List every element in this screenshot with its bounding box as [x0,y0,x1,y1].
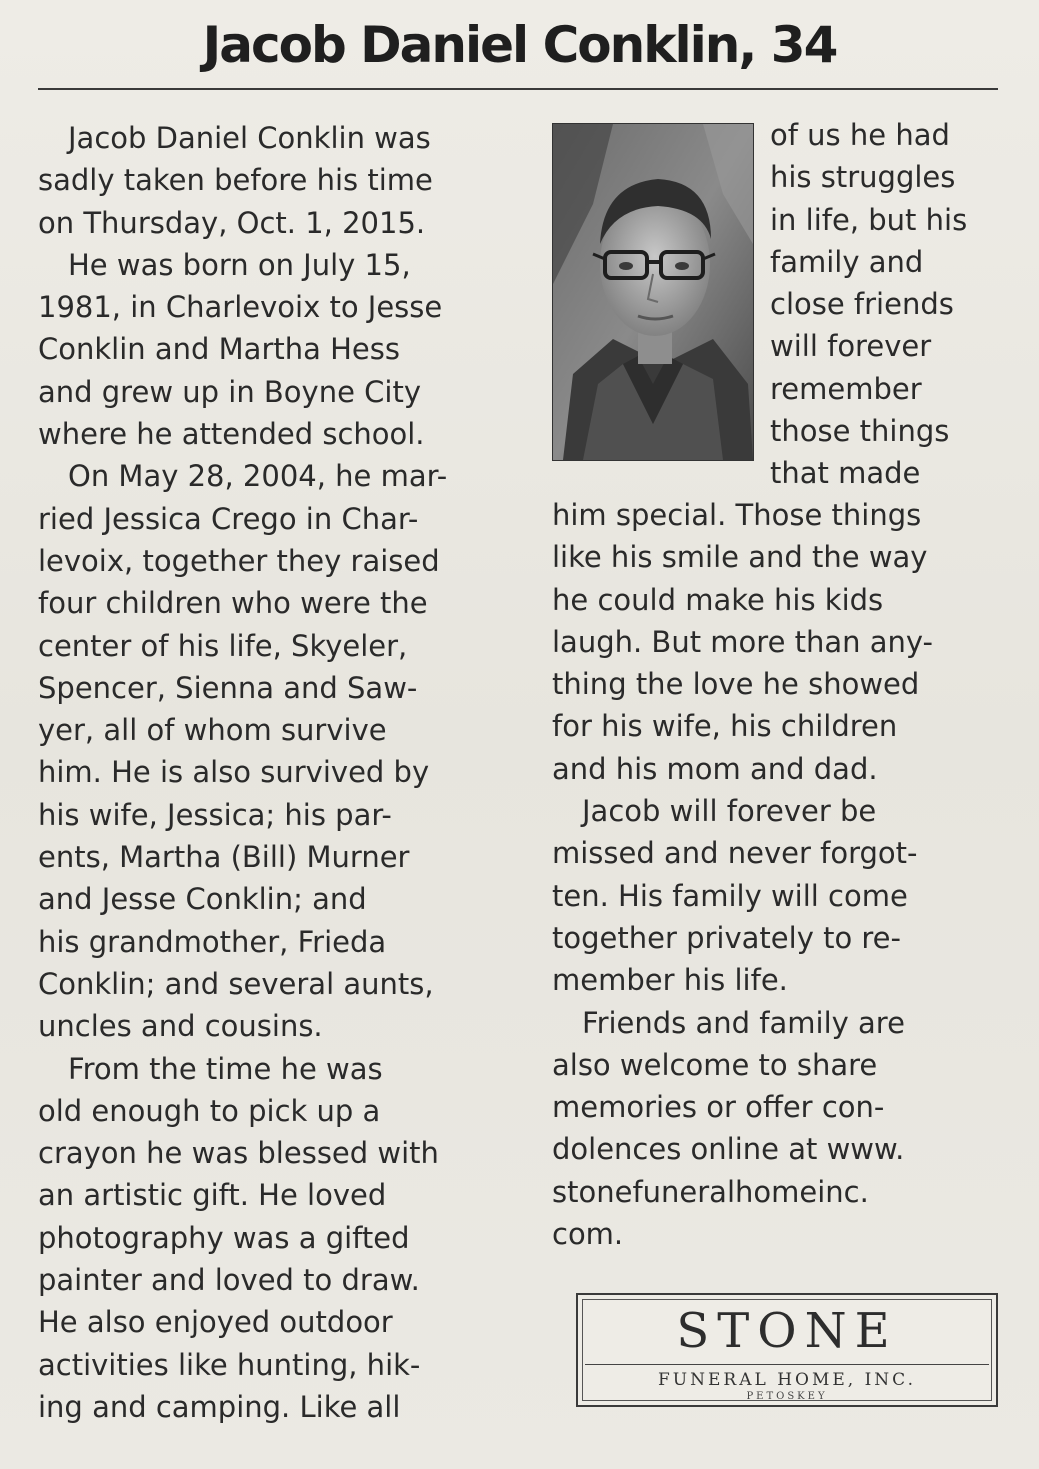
text-line: sadly taken before his time [38,163,433,198]
text-line: ing and camping. Like all [38,1389,401,1424]
logo-frame [582,1299,992,1401]
text-line: ents, Martha (Bill) Murner [38,840,410,875]
text-line: ten. His family will come [552,878,908,913]
text-line: an artistic gift. He loved [38,1178,387,1213]
logo-name: STONE [676,1303,898,1359]
text-line: and grew up in Boyne City [38,374,421,409]
text-line: yer, all of whom survive [38,713,387,748]
text-line: his grandmother, Frieda [38,924,387,959]
left-column [38,117,508,1428]
text-line: those things [770,414,950,449]
text-line: remember [770,371,922,406]
text-line: old enough to pick up a [38,1093,381,1128]
text-line: him. He is also survived by [38,755,430,790]
logo-subtitle: FUNERAL HOME, INC. [658,1370,916,1390]
text-line: ried Jessica Crego in Char- [38,501,419,536]
text-line: On May 28, 2004, he mar- [68,459,448,494]
text-line: and Jesse Conklin; and [38,882,367,917]
text-line: in life, but his [770,202,968,237]
text-line: his struggles [770,160,956,195]
text-line: memories or offer con- [552,1090,885,1125]
portrait-photo [552,123,754,461]
text-line: also welcome to share [552,1047,878,1082]
portrait-image [553,124,753,460]
text-line: Friends and family are [582,1005,905,1040]
text-line: thing the love he showed [552,667,920,702]
obituary-title: Jacob Daniel Conklin, 34 [202,16,837,74]
text-line: he could make his kids [552,582,884,617]
text-line: member his life. [552,963,788,998]
text-line: Spencer, Sienna and Saw- [38,670,418,705]
text-line: him special. Those things [552,498,922,532]
text-line: will forever [770,329,932,364]
right-column [552,494,992,1255]
right-column-wrap [770,114,1000,495]
text-line: activities like hunting, hik- [38,1347,421,1382]
text-line: his wife, Jessica; his par- [38,797,392,832]
text-line: He was born on July 15, [68,247,411,282]
text-line: painter and loved to draw. [38,1263,420,1298]
text-line: Conklin and Martha Hess [38,332,400,367]
text-line: center of his life, Skyeler, [38,628,408,663]
text-line: crayon he was blessed with [38,1136,439,1171]
text-line: stonefuneralhomeinc. [552,1174,869,1209]
text-line: He also enjoyed outdoor [38,1305,393,1340]
logo-divider [585,1364,989,1365]
text-line: levoix, together they raised [38,543,440,578]
text-line: com. [552,1217,624,1252]
text-line: close friends [770,287,954,322]
text-line: Jacob will forever be [582,794,877,829]
text-line: together privately to re- [552,920,901,955]
text-line: four children who were the [38,586,428,621]
title-rule [38,88,998,90]
text-line: like his smile and the way [552,540,928,575]
text-line: family and [770,244,924,279]
stone-funeral-home-logo [576,1293,998,1407]
text-line: 1981, in Charlevoix to Jesse [38,290,443,325]
text-line: Conklin; and several aunts, [38,966,434,1001]
logo-city: PETOSKEY [746,1391,828,1402]
text-line: of us he had [770,118,950,152]
text-line: laugh. But more than any- [552,624,934,659]
text-line: for his wife, his children [552,709,898,744]
text-line: on Thursday, Oct. 1, 2015. [38,205,426,240]
text-line: Jacob Daniel Conklin was [68,121,431,155]
text-line: missed and never forgot- [552,836,918,871]
text-line: dolences online at www. [552,1132,905,1167]
text-line: photography was a gifted [38,1220,410,1255]
text-line: that made [770,456,921,491]
text-line: From the time he was [68,1051,383,1086]
text-line: uncles and cousins. [38,1009,323,1044]
text-line: and his mom and dad. [552,751,878,786]
text-line: where he attended school. [38,417,425,452]
